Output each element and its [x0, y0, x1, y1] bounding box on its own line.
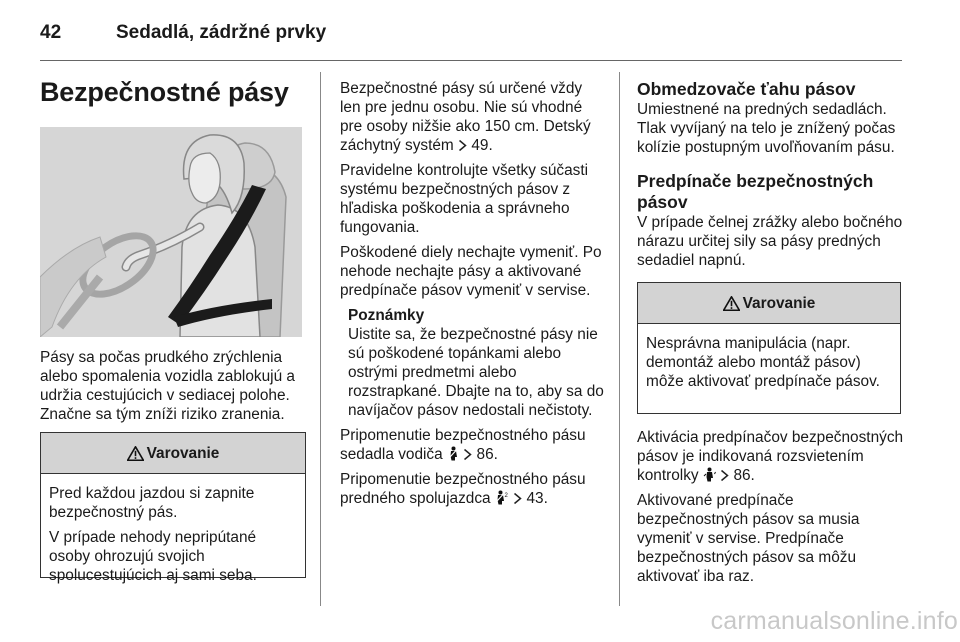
seatbelt-illustration: [40, 127, 302, 337]
warning-text: Pred každou jazdou si zapnite bezpečnostný pás.: [49, 485, 255, 521]
warning-title: Varovanie: [146, 444, 220, 462]
seatbelt-reminder-icon: [447, 446, 459, 461]
chapter-title: Sedadlá, zádržné prvky: [116, 22, 327, 43]
page-reference-arrow-icon: [458, 139, 467, 152]
warning-triangle-icon: [723, 296, 740, 311]
paragraph: [340, 470, 606, 508]
svg-text:2: 2: [504, 493, 508, 499]
warning-triangle-icon: [127, 446, 144, 461]
paragraph: Aktivované predpínače bezpečnostných pásov sa musia vymeniť v servise. Predpínače bezpečnostných pásov sa môžu aktivovať iba raz.: [637, 492, 860, 585]
paragraph: Poškodené diely nechajte vymeniť. Po nehode nechajte pásy a aktivované predpínače pásov vymeniť v servise.: [340, 244, 602, 299]
note-title: Poznámky: [348, 307, 425, 324]
passenger-seatbelt-icon: [495, 490, 509, 505]
paragraph: Umiestnené na predných sedadlách. Tlak vyvíjaný na telo je znížený počas kolízie postupným uvoľňovaním pásu.: [637, 101, 896, 156]
subheading: Predpínače bezpečnostných pásov: [637, 171, 874, 212]
page-reference: 43.: [526, 490, 548, 507]
paragraph: V prípade čelnej zrážky alebo bočného nárazu určitej sily sa pásy predných sedadiel napnú.: [637, 214, 903, 269]
warning-box: [40, 432, 306, 584]
page-reference-arrow-icon: [463, 448, 472, 461]
header-divider: [40, 60, 902, 61]
note-block: [340, 306, 606, 420]
column-right: [637, 79, 907, 592]
page-reference-arrow-icon: [513, 492, 522, 505]
warning-header: [638, 283, 900, 324]
page-reference-arrow-icon: [720, 469, 729, 482]
intro-paragraph: Pásy sa počas prudkého zrýchlenia alebo spomalenia vozidla zablokujú a udržia cestujúcich v sediacej polohe. Značne sa tým zníži riziko zranenia.: [40, 349, 295, 423]
paragraph-text: Pripomenutie bezpečnostného pásu sedadla vodiča: [340, 427, 586, 463]
paragraph-text: Bezpečnostné pásy sú určené vždy len pre jednu osobu. Nie sú vhodné pre osoby nižšie ako 150 cm. Detský záchytný systém: [340, 80, 591, 154]
paragraph: [637, 428, 907, 485]
section-heading: Bezpečnostné pásy: [40, 77, 289, 107]
warning-text: V prípade nehody nepripútané osoby ohrozujú svojich spolucestujúcich aj sami seba.: [49, 529, 257, 584]
column-divider: [320, 72, 321, 606]
paragraph: [340, 426, 606, 464]
paragraph: Pravidelne kontrolujte všetky súčasti systému bezpečnostných pásov z hľadiska poškodenia a správneho fungovania.: [340, 162, 589, 236]
subheading: Obmedzovače ťahu pásov: [637, 79, 856, 99]
paragraph-text: Pripomenutie bezpečnostného pásu predného spolujazdca: [340, 471, 586, 507]
watermark: carmanualsonline.info: [710, 607, 958, 635]
page-number: 42: [40, 22, 62, 43]
warning-title: Varovanie: [742, 294, 816, 312]
column-divider: [619, 72, 620, 606]
paragraph-text: Aktivácia predpínačov bezpečnostných pásov je indikovaná rozsvietením kontrolky: [637, 429, 904, 484]
page-reference: 49.: [471, 137, 493, 154]
warning-box: [637, 282, 901, 414]
warning-text: Nesprávna manipulácia (napr. demontáž alebo montáž pásov) môže aktivovať predpínače pásov.: [646, 335, 880, 390]
page-reference: 86.: [476, 446, 498, 463]
column-middle: [340, 79, 606, 514]
page-reference: 86.: [733, 467, 755, 484]
pretensioner-icon: [703, 467, 716, 482]
column-left: [40, 76, 306, 108]
warning-header: [41, 433, 305, 474]
paragraph: [340, 79, 606, 155]
column-left-text: [40, 348, 306, 584]
note-text: Uistite sa, že bezpečnostné pásy nie sú poškodené topánkami alebo ostrými predmetmi alebo rozstrapkané. Dbajte na to, aby sa do navíjačov pásov nedostali nečistoty.: [348, 326, 604, 419]
